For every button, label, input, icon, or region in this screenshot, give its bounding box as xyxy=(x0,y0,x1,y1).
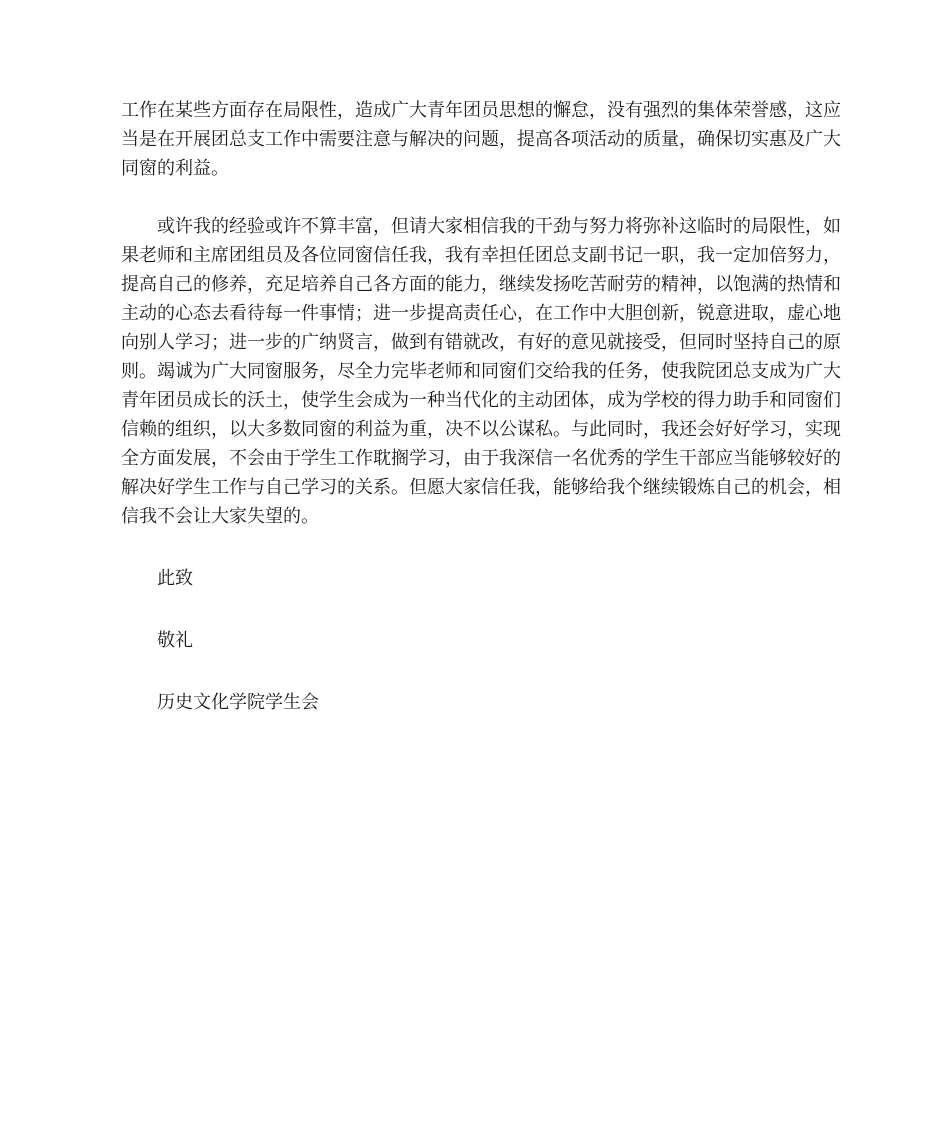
document-body xyxy=(121,96,841,717)
closing-respect: 敬礼 xyxy=(157,630,193,651)
closing-salutation: 此致 xyxy=(157,568,193,589)
paragraph-main: 或许我的经验或许不算丰富，但请大家相信我的干劲与努力将弥补这临时的局限性，如果老师和主席团组员及各位同窗信任我，我有幸担任团总支副书记一职，我一定加倍努力，提高自己的修养，充足培养自己各方面的能力，继续发扬吃苦耐劳的精神，以饱满的热情和主动的心态去看待每一件事情；进一步提高责任心，在工作中大胆创新，锐意进取，虚心地向别人学习；进一步的广纳贤言，做到有错就改，有好的意见就接受，但同时坚持自己的原则。竭诚为广大同窗服务，尽全力完毕老师和同窗们交给我的任务，使我院团总支成为广大青年团员成长的沃土，使学生会成为一种当代化的主动团体，成为学校的得力助手和同窗们信赖的组织，以大多数同窗的利益为重，决不以公谋私。与此同时，我还会好好学习，实现全方面发展，不会由于学生工作耽搁学习，由于我深信一名优秀的学生干部应当能够较好的解决好学生工作与自己学习的关系。但愿大家信任我，能够给我个继续锻炼自己的机会，相信我不会让大家失望的。 xyxy=(121,216,841,527)
signature: 历史文化学院学生会 xyxy=(157,692,319,713)
paragraph-continued: 工作在某些方面存在局限性，造成广大青年团员思想的懈怠，没有强烈的集体荣誉感，这应当是在开展团总支工作中需要注意与解决的问题，提高各项活动的质量，确保切实惠及广大同窗的利益。 xyxy=(121,100,841,179)
